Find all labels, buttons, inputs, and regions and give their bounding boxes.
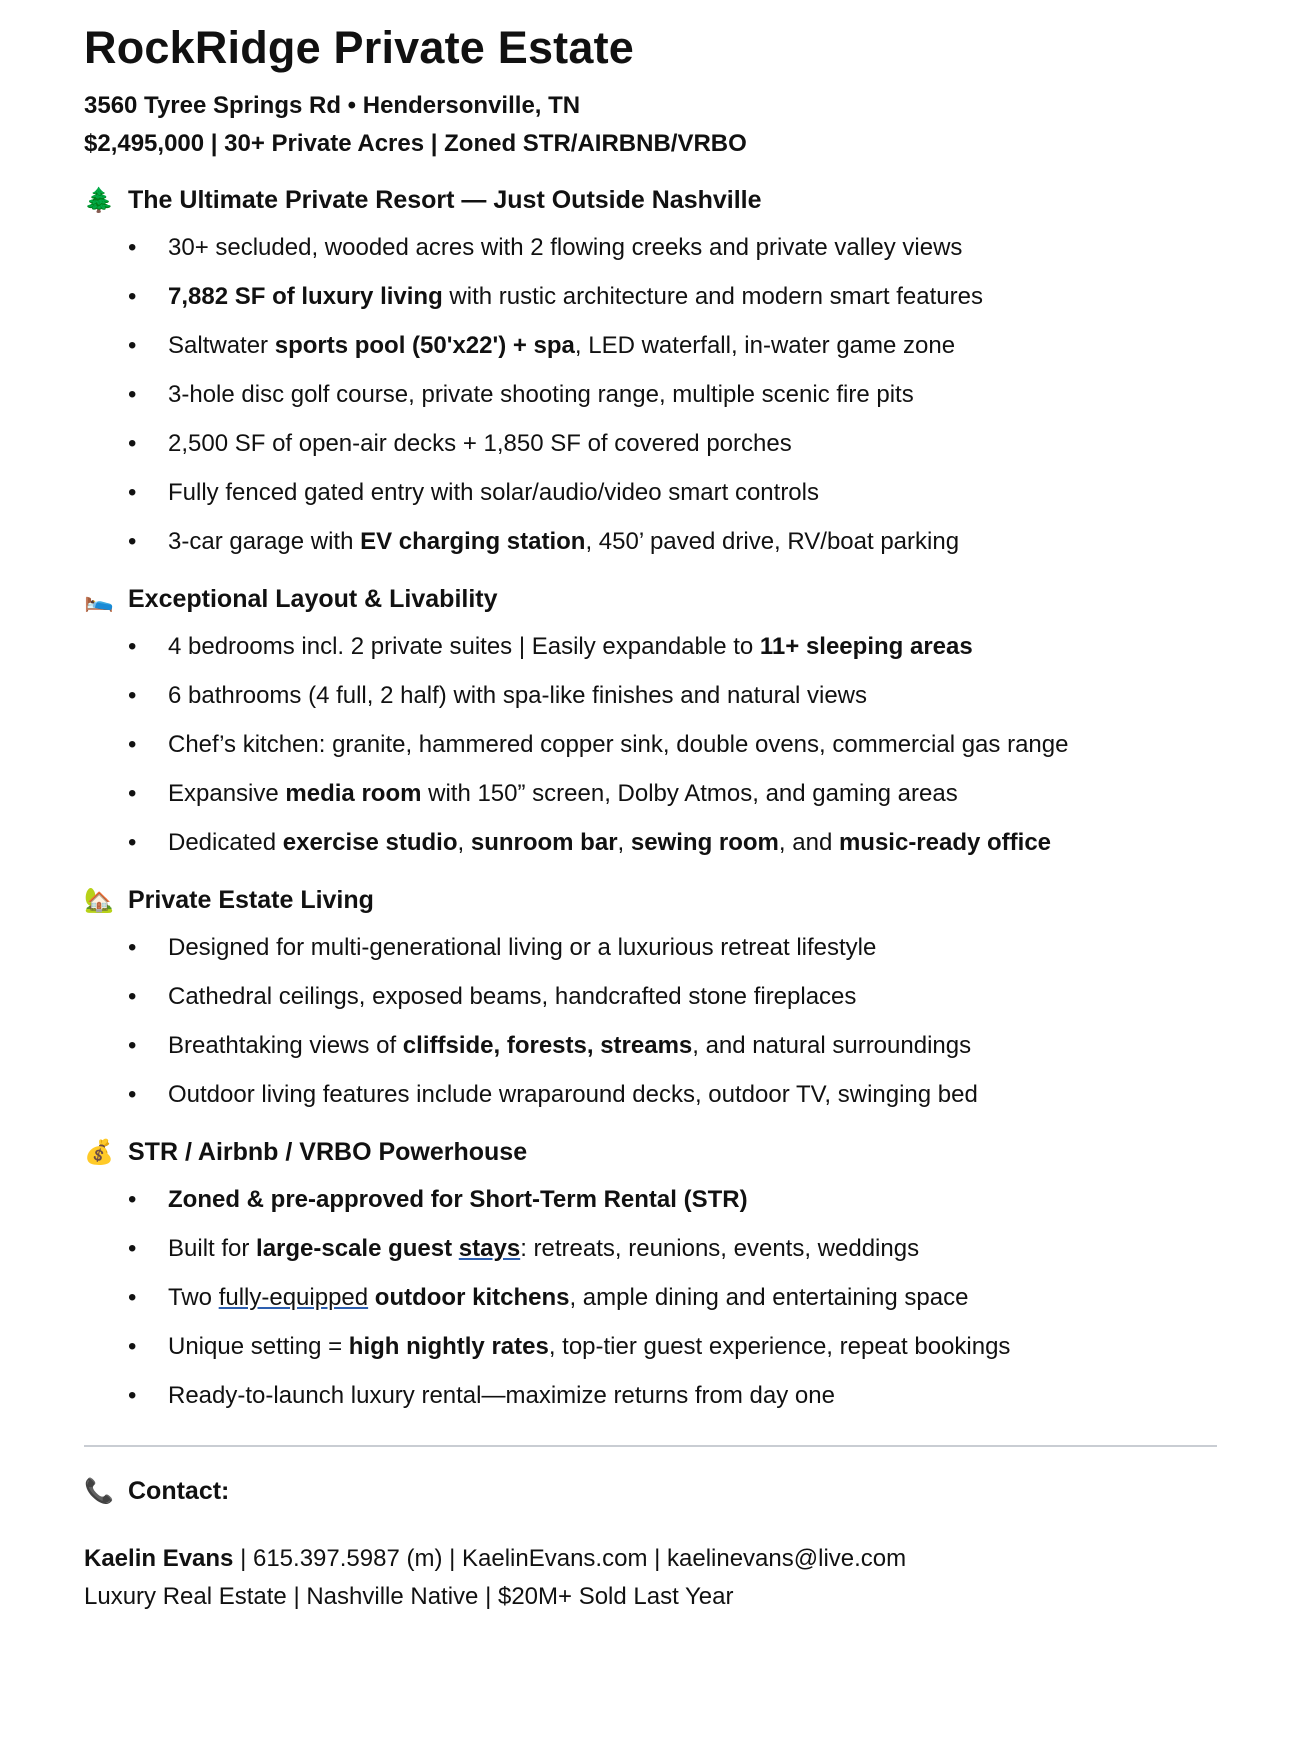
list-item: • Breathtaking views of cliffside, forests, streams, and natural surroundings — [128, 1031, 1217, 1061]
feature-list — [84, 933, 1217, 1110]
list-item: • Two fully-equipped outdoor kitchens, ample dining and entertaining space — [128, 1283, 1217, 1313]
price-summary: $2,495,000 | 30+ Private Acres | Zoned STR/AIRBNB/VRBO — [84, 130, 747, 157]
list-item: • Chef’s kitchen: granite, hammered copper sink, double ovens, commercial gas range — [128, 730, 1217, 760]
section-heading — [84, 186, 1217, 215]
section-heading — [84, 886, 1217, 915]
page-title: RockRidge Private Estate — [84, 22, 635, 73]
list-item: • Outdoor living features include wraparound decks, outdoor TV, swinging bed — [128, 1080, 1217, 1110]
list-item: • Built for large-scale guest stays: retreats, reunions, events, weddings — [128, 1234, 1217, 1264]
list-item: • Expansive media room with 150” screen, Dolby Atmos, and gaming areas — [128, 779, 1217, 809]
agent-name: Kaelin Evans — [84, 1545, 234, 1572]
list-item: • 3-car garage with EV charging station, 450’ paved drive, RV/boat parking — [128, 527, 1217, 557]
agent-tagline: Luxury Real Estate | Nashville Native | $20M+ Sold Last Year — [84, 1583, 734, 1610]
tree-icon: 🌲 — [84, 187, 114, 214]
list-item: • Fully fenced gated entry with solar/audio/video smart controls — [128, 478, 1217, 508]
section-heading — [84, 1138, 1217, 1167]
list-item: • Unique setting = high nightly rates, top-tier guest experience, repeat bookings — [128, 1332, 1217, 1362]
contact-heading — [84, 1477, 1217, 1506]
list-item: • 7,882 SF of luxury living with rustic architecture and modern smart features — [128, 282, 1217, 312]
address: 3560 Tyree Springs Rd • Hendersonville, TN — [84, 92, 581, 119]
section-title: STR / Airbnb / VRBO Powerhouse — [128, 1138, 528, 1166]
section-title: The Ultimate Private Resort — Just Outside Nashville — [128, 186, 762, 214]
contact-details — [84, 1540, 1217, 1578]
list-item: • Cathedral ceilings, exposed beams, handcrafted stone fireplaces — [128, 982, 1217, 1012]
contact-info: | 615.397.5987 (m) | KaelinEvans.com | kaelinevans@live.com — [233, 1545, 907, 1572]
money-bag-icon: 💰 — [84, 1139, 114, 1166]
list-item: • Saltwater sports pool (50'x22') + spa, LED waterfall, in-water game zone — [128, 331, 1217, 361]
house-icon: 🏡 — [84, 887, 114, 914]
contact-title: Contact: — [128, 1477, 230, 1505]
list-item: • 30+ secluded, wooded acres with 2 flowing creeks and private valley views — [128, 233, 1217, 263]
divider — [84, 1445, 1217, 1447]
list-item: • 2,500 SF of open-air decks + 1,850 SF of covered porches — [128, 429, 1217, 459]
list-item: • Ready-to-launch luxury rental—maximize returns from day one — [128, 1381, 1217, 1411]
section-title: Private Estate Living — [128, 886, 374, 914]
feature-list — [84, 632, 1217, 858]
list-item: • Dedicated exercise studio, sunroom bar, sewing room, and music-ready office — [128, 828, 1217, 858]
feature-list — [84, 1185, 1217, 1411]
feature-list — [84, 233, 1217, 557]
list-item: • Designed for multi-generational living or a luxurious retreat lifestyle — [128, 933, 1217, 963]
list-item: • 3-hole disc golf course, private shooting range, multiple scenic fire pits — [128, 380, 1217, 410]
phone-icon: 📞 — [84, 1478, 114, 1505]
section-title: Exceptional Layout & Livability — [128, 585, 498, 613]
list-item: • 6 bathrooms (4 full, 2 half) with spa-like finishes and natural views — [128, 681, 1217, 711]
list-item: • Zoned & pre-approved for Short-Term Rental (STR) — [128, 1185, 1217, 1215]
list-item: • 4 bedrooms incl. 2 private suites | Easily expandable to 11+ sleeping areas — [128, 632, 1217, 662]
section-heading — [84, 585, 1217, 614]
bed-icon: 🛌 — [84, 586, 114, 613]
